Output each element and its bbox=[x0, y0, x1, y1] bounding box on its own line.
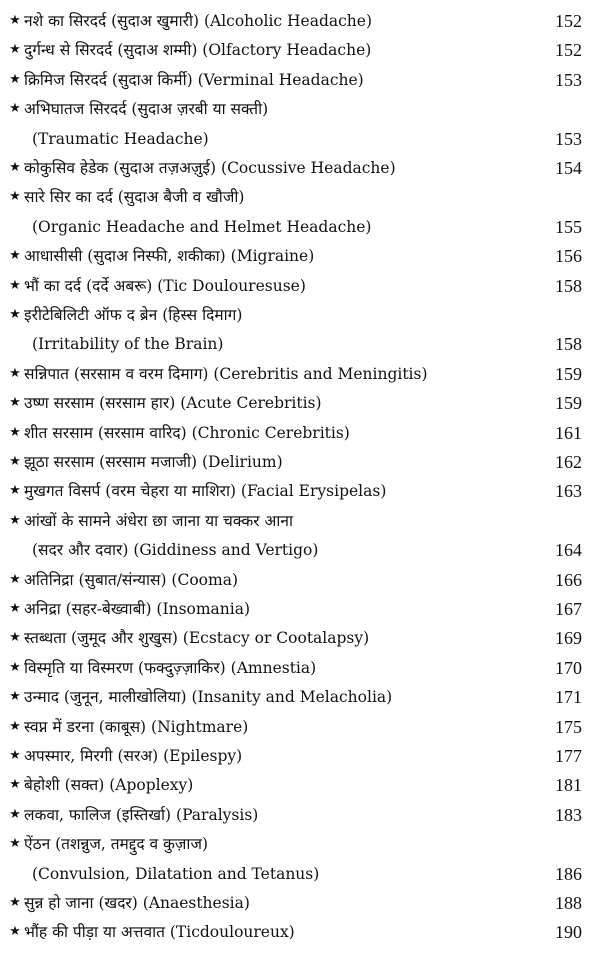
toc-page-number: 155 bbox=[555, 216, 582, 237]
star-bullet-icon: ★ bbox=[9, 601, 21, 616]
star-bullet-icon: ★ bbox=[9, 836, 21, 852]
toc-entry-title: नशे का सिरदर्द (सुदाअ खुमारी) (Alcoholic Headache) bbox=[24, 12, 372, 30]
star-bullet-icon: ★ bbox=[9, 365, 21, 381]
toc-page-number: 152 bbox=[555, 11, 582, 31]
toc-entry-line bbox=[0, 153, 600, 183]
toc-entry-line bbox=[0, 271, 600, 301]
toc-page-number: 154 bbox=[555, 158, 582, 178]
toc-entry-title: सन्निपात (सरसाम व वरम दिमाग) (Cerebritis and Meningitis) bbox=[24, 364, 428, 383]
toc-entry-line bbox=[0, 447, 600, 477]
toc-page-number: 156 bbox=[555, 246, 582, 267]
toc-entry-line bbox=[0, 712, 600, 742]
toc-entry-title: स्वप्न में डरना (काबूस) (Nightmare) bbox=[24, 717, 249, 736]
star-bullet-icon: ★ bbox=[9, 277, 21, 293]
toc-page-number: 169 bbox=[555, 628, 582, 649]
star-bullet-icon: ★ bbox=[9, 659, 21, 675]
toc-entry-title: अतिनिद्रा (सुबात/संन्यास) (Cooma) bbox=[24, 570, 238, 589]
star-bullet-icon: ★ bbox=[9, 777, 21, 793]
star-bullet-icon: ★ bbox=[9, 924, 21, 940]
toc-entry-title: (Traumatic Headache) bbox=[32, 129, 209, 148]
toc-entry-line bbox=[0, 917, 600, 947]
toc-entry-title: शीत सरसाम (सरसाम वारिद) (Chronic Cerebritis) bbox=[24, 423, 350, 442]
toc-entry-title: लकवा, फालिज (इस्तिर्खा) (Paralysis) bbox=[24, 805, 259, 824]
toc-entry-line bbox=[0, 741, 600, 771]
toc-entry-title: ऐंठन (तशन्नुज, तमद्दुद व कुज़ाज) bbox=[24, 835, 208, 854]
toc-entry-line bbox=[0, 506, 600, 536]
star-bullet-icon: ★ bbox=[9, 630, 21, 646]
toc-entry-title: मुखगत विसर्प (वरम चेहरा या माशिरा) (Facial Erysipelas) bbox=[24, 482, 387, 501]
star-bullet-icon: ★ bbox=[9, 71, 21, 87]
star-bullet-icon: ★ bbox=[9, 307, 21, 322]
star-bullet-icon: ★ bbox=[9, 13, 21, 28]
toc-page-number: 162 bbox=[555, 452, 582, 472]
toc-entry-continuation bbox=[0, 859, 600, 889]
toc-page-number: 186 bbox=[555, 863, 582, 884]
toc-page-number: 159 bbox=[555, 393, 582, 414]
toc-entry-line bbox=[0, 565, 600, 595]
toc-entry-title: कोकुसिव हेडेक (सुदाअ तज़अज़ुई) (Cocussive Headache) bbox=[24, 159, 396, 177]
toc-entry-continuation bbox=[0, 124, 600, 154]
toc-entry-title: सुन्न हो जाना (खदर) (Anaesthesia) bbox=[24, 894, 250, 912]
star-bullet-icon: ★ bbox=[9, 248, 21, 264]
toc-entry-title: (Organic Headache and Helmet Headache) bbox=[32, 217, 372, 236]
star-bullet-icon: ★ bbox=[9, 101, 21, 117]
star-bullet-icon: ★ bbox=[9, 395, 21, 411]
toc-entry-line bbox=[0, 359, 600, 389]
star-bullet-icon: ★ bbox=[9, 718, 21, 734]
toc-entry-title: बेहोशी (सक्त) (Apoplexy) bbox=[24, 776, 194, 795]
toc-page-number: 175 bbox=[555, 716, 582, 737]
toc-entry-line bbox=[0, 388, 600, 418]
toc-entry-line bbox=[0, 594, 600, 624]
toc-entry-title: सारे सिर का दर्द (सुदाअ बैजी व खौजी) bbox=[24, 188, 245, 207]
toc-page-number: 158 bbox=[555, 275, 582, 296]
toc-page-number: 163 bbox=[555, 481, 582, 502]
toc-entry-title: स्तब्धता (जुमूद और शुखुस) (Ecstacy or Cootalapsy) bbox=[24, 629, 370, 648]
toc-page-number: 177 bbox=[555, 746, 582, 766]
toc-entry-title: उष्ण सरसाम (सरसाम हार) (Acute Cerebritis) bbox=[24, 394, 322, 413]
toc-page-number: 171 bbox=[555, 687, 582, 708]
toc-entry-title: विस्मृति या विस्मरण (फक्दुज़्ज़ाकिर) (Amnestia) bbox=[24, 658, 317, 677]
star-bullet-icon: ★ bbox=[9, 512, 21, 528]
toc-page-number: 164 bbox=[555, 540, 582, 561]
toc-entry-title: (Irritability of the Brain) bbox=[32, 335, 224, 354]
toc-entry-line bbox=[0, 682, 600, 712]
star-bullet-icon: ★ bbox=[9, 483, 21, 499]
toc-page-number: 190 bbox=[555, 922, 582, 943]
toc-entry-line bbox=[0, 65, 600, 95]
star-bullet-icon: ★ bbox=[9, 748, 21, 763]
toc-entry-title: भौंह की पीड़ा या अत्तवात (Ticdouloureux) bbox=[24, 923, 295, 942]
toc-entry-title: आंखों के सामने अंधेरा छा जाना या चक्कर आना bbox=[24, 511, 293, 530]
toc-page-number: 153 bbox=[555, 128, 582, 149]
toc-entry-continuation bbox=[0, 535, 600, 565]
toc-entry-title: अभिघातज सिरदर्द (सुदाअ ज़रबी या सक्ती) bbox=[24, 100, 269, 119]
toc-page-number: 158 bbox=[555, 334, 582, 355]
toc-entry-title: आधासीसी (सुदाअ निस्फी, शकीका) (Migraine) bbox=[24, 247, 315, 266]
toc-page-number: 159 bbox=[555, 363, 582, 384]
toc-entry-title: अपस्मार, मिरगी (सरअ) (Epilespy) bbox=[24, 747, 243, 765]
toc-page-number: 167 bbox=[555, 599, 582, 619]
toc-entry-title: दुर्गन्ध से सिरदर्द (सुदाअ शम्मी) (Olfactory Headache) bbox=[24, 41, 372, 60]
toc-page-number: 183 bbox=[555, 804, 582, 825]
toc-entry-line bbox=[0, 888, 600, 918]
toc-entry-title: (सदर और दवार) (Giddiness and Vertigo) bbox=[32, 541, 319, 560]
toc-entry-line bbox=[0, 182, 600, 212]
toc-entry-line bbox=[0, 829, 600, 859]
star-bullet-icon: ★ bbox=[9, 160, 21, 175]
toc-entry-continuation bbox=[0, 329, 600, 359]
star-bullet-icon: ★ bbox=[9, 689, 21, 705]
toc-entry-title: भौं का दर्द (दर्दे अबरू) (Tic Doulouresuse) bbox=[24, 276, 306, 295]
toc-page-number: 152 bbox=[555, 40, 582, 61]
toc-entry-title: झूठा सरसाम (सरसाम मजाजी) (Delirium) bbox=[24, 453, 283, 471]
star-bullet-icon: ★ bbox=[9, 571, 21, 587]
star-bullet-icon: ★ bbox=[9, 806, 21, 822]
toc-entry-line bbox=[0, 241, 600, 271]
toc-entry-line bbox=[0, 94, 600, 124]
toc-entry-line bbox=[0, 476, 600, 506]
star-bullet-icon: ★ bbox=[9, 189, 21, 205]
toc-page-number: 181 bbox=[555, 775, 582, 796]
star-bullet-icon: ★ bbox=[9, 424, 21, 440]
star-bullet-icon: ★ bbox=[9, 42, 21, 58]
toc-page-number: 166 bbox=[555, 569, 582, 590]
toc-entry-title: इरीटेबिलिटी ऑफ द ब्रेन (हिस्स दिमाग) bbox=[24, 306, 243, 324]
star-bullet-icon: ★ bbox=[9, 454, 21, 469]
toc-page-number: 188 bbox=[555, 893, 582, 913]
toc-entry-line bbox=[0, 418, 600, 448]
toc-entry-line bbox=[0, 623, 600, 653]
star-bullet-icon: ★ bbox=[9, 895, 21, 910]
toc-page-number: 170 bbox=[555, 657, 582, 678]
toc-entry-line bbox=[0, 653, 600, 683]
toc-entry-line bbox=[0, 300, 600, 330]
toc-entry-title: अनिद्रा (सहर-बेख्वाबी) (Insomania) bbox=[24, 600, 251, 618]
toc-page-number: 153 bbox=[555, 69, 582, 90]
toc-entry-line bbox=[0, 35, 600, 65]
toc-entry-title: उन्माद (जुनून, मालीखोलिया) (Insanity and Melacholia) bbox=[24, 688, 393, 707]
toc-entry-title: क्रिमिज सिरदर्द (सुदाअ किर्मी) (Verminal Headache) bbox=[24, 70, 364, 89]
toc-entry-line bbox=[0, 800, 600, 830]
toc-entry-line bbox=[0, 770, 600, 800]
toc-entry-line bbox=[0, 6, 600, 36]
toc-page-number: 161 bbox=[555, 422, 582, 443]
toc-entry-title: (Convulsion, Dilatation and Tetanus) bbox=[32, 864, 320, 883]
toc-entry-continuation bbox=[0, 212, 600, 242]
